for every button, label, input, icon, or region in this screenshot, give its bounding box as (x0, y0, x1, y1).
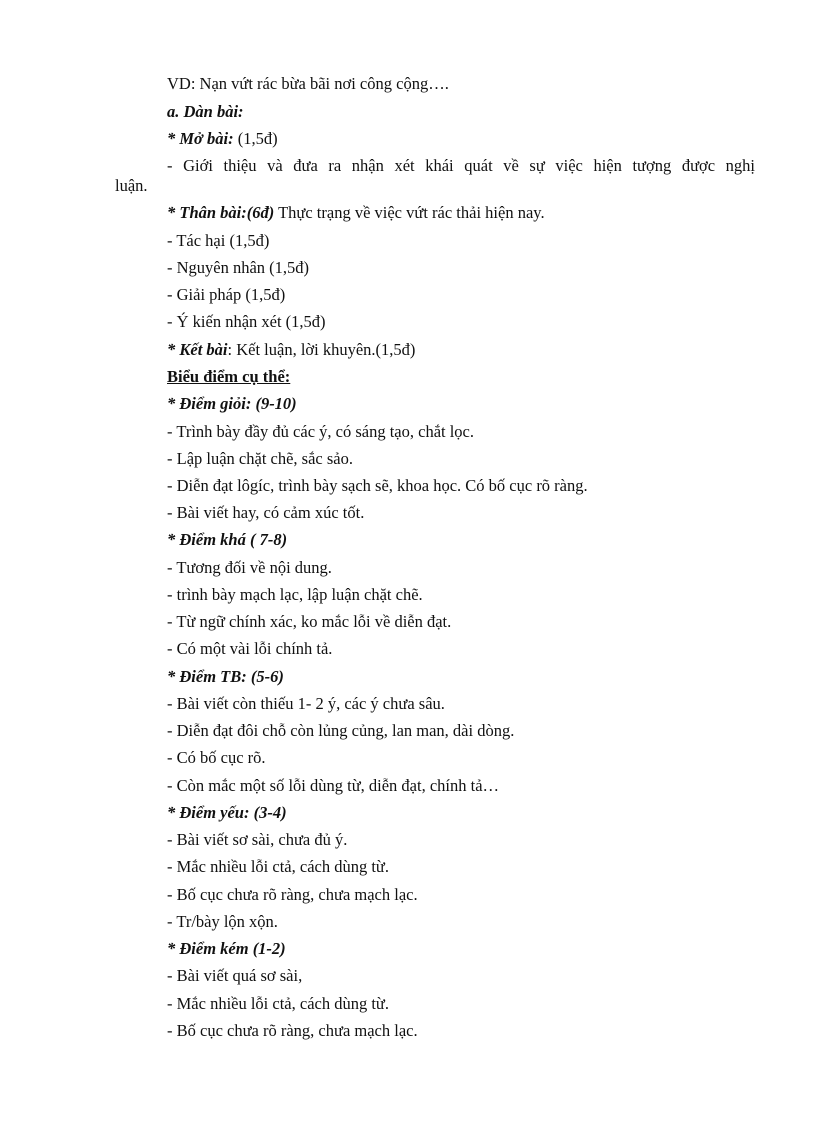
level-item: - Trình bày đầy đủ các ý, có sáng tạo, chắt lọc. (167, 422, 475, 441)
body-item: - Giải pháp (1,5đ) (167, 285, 286, 304)
body-label: * Thân bài:(6đ) (167, 203, 275, 222)
outline-heading: a. Dàn bài: (167, 102, 244, 121)
level-item: - Bài viết còn thiếu 1- 2 ý, các ý chưa sâu. (167, 694, 445, 713)
scoring-heading: Biểu điểm cụ thể: (167, 367, 291, 386)
level-title: * Điểm kém (1-2) (167, 939, 286, 958)
level-item: - Mắc nhiều lỗi ctả, cách dùng từ. (167, 857, 389, 876)
level-item: - Bài viết quá sơ sài, (167, 966, 303, 985)
body-item: - Nguyên nhân (1,5đ) (167, 258, 310, 277)
level-item: - Tương đối về nội dung. (167, 558, 332, 577)
level-item: - Tr/bày lộn xộn. (167, 912, 278, 931)
level-title: * Điểm TB: (5-6) (167, 667, 284, 686)
level-item: - Bố cục chưa rõ ràng, chưa mạch lạc. (167, 1021, 418, 1040)
level-item: - Có một vài lỗi chính tả. (167, 639, 333, 658)
level-item: - Còn mắc một số lỗi dùng từ, diễn đạt, chính tả… (167, 776, 500, 795)
conclusion-text: : Kết luận, lời khuyên.(1,5đ) (227, 340, 416, 359)
intro-label: * Mở bài: (167, 129, 234, 148)
level-item: - Bố cục chưa rõ ràng, chưa mạch lạc. (167, 885, 418, 904)
example-line: VD: Nạn vứt rác bừa bãi nơi công cộng…. (167, 74, 449, 93)
level-title: * Điểm khá ( 7-8) (167, 530, 288, 549)
intro-text: (1,5đ) (233, 129, 278, 148)
level-item: - Lập luận chặt chẽ, sắc sảo. (167, 449, 353, 468)
body-line (167, 203, 545, 223)
conclusion-label: * Kết bài (167, 340, 228, 359)
level-item: - Mắc nhiều lỗi ctả, cách dùng từ. (167, 994, 389, 1013)
level-title: * Điểm yếu: (3-4) (167, 803, 287, 822)
intro-desc-line-1: - Giới thiệu và đưa ra nhận xét khái quát về sự việc hiện tượng được nghị (167, 156, 755, 175)
level-item: - Từ ngữ chính xác, ko mắc lỗi về diễn đạt. (167, 612, 452, 631)
intro-desc-line-2: luận. (115, 176, 148, 195)
intro-line (167, 129, 278, 149)
body-item: - Tác hại (1,5đ) (167, 231, 270, 250)
level-item: - Bài viết sơ sài, chưa đủ ý. (167, 830, 348, 849)
body-item: - Ý kiến nhận xét (1,5đ) (167, 312, 326, 331)
level-item: - Bài viết hay, có cảm xúc tốt. (167, 503, 365, 522)
conclusion-line (167, 340, 415, 360)
body-text: Thực trạng về việc vứt rác thải hiện nay. (274, 203, 545, 222)
level-item: - Có bố cục rõ. (167, 748, 266, 767)
level-item: - Diễn đạt đôi chỗ còn lủng củng, lan man, dài dòng. (167, 721, 515, 740)
level-title: * Điểm giỏi: (9-10) (167, 394, 297, 413)
level-item: - trình bày mạch lạc, lập luận chặt chẽ. (167, 585, 423, 604)
level-item: - Diễn đạt lôgíc, trình bày sạch sẽ, khoa học. Có bố cục rõ ràng. (167, 476, 588, 495)
